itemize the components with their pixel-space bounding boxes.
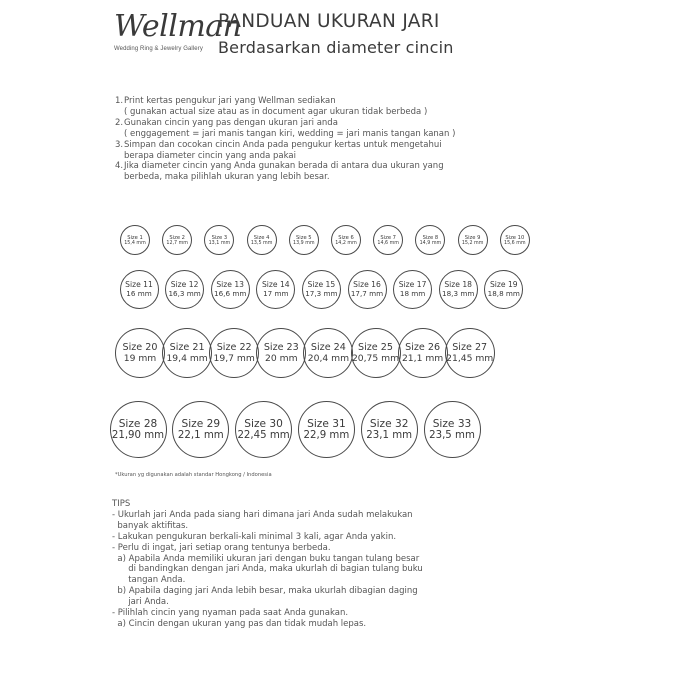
ring-diameter-label: 13,9 mm <box>293 240 315 246</box>
ring-size-label: Size 17 <box>398 280 427 289</box>
ring-diameter-label: 13,1 mm <box>208 240 231 246</box>
instruction-line: Print kertas pengukur jari yang Wellman sediakan <box>124 96 336 106</box>
ring-size-circle <box>235 401 292 458</box>
logo-script: Wellman <box>114 9 242 44</box>
tips-line: di bandingkan dengan jari Anda, maka ukurlah di bagian tulang buku <box>112 564 423 575</box>
ring-size-label: Size 1 <box>127 234 143 241</box>
page-title: PANDUAN UKURAN JARI <box>218 11 440 32</box>
ring-diameter-label: 16,6 mm <box>214 289 247 298</box>
ring-size-circle <box>303 328 353 378</box>
ring-diameter-label: 12,7 mm <box>166 240 188 246</box>
ring-size-label: Size 26 <box>405 342 441 353</box>
ring-size-circle <box>458 225 488 255</box>
ring-size-label: Size 3 <box>211 234 228 241</box>
tips-line: - Lakukan pengukuran berkali-kali minimal 3 kali, agar Anda yakin. <box>112 531 397 542</box>
ring-size-label: Size 24 <box>310 342 346 353</box>
ring-size-circle <box>351 328 401 378</box>
tips-line: - Pilihlah cincin yang nyaman pada saat Anda gunakan. <box>112 608 349 619</box>
ring-size-label: Size 7 <box>380 234 396 241</box>
ring-diameter-label: 23,1 mm <box>366 429 413 441</box>
instruction-text <box>124 118 495 140</box>
ring-diameter-label: 20,4 mm <box>307 353 350 364</box>
ring-size-label: Size 29 <box>181 417 221 430</box>
ring-size-circle <box>211 270 250 309</box>
ring-diameter-label: 20 mm <box>265 353 298 364</box>
instruction-number: 3. <box>115 139 124 150</box>
ring-size-circle <box>439 270 478 309</box>
ring-diameter-label: 20,75 mm <box>351 353 400 364</box>
instruction-item <box>115 96 495 118</box>
instruction-line: Jika diameter cincin yang Anda gunakan berada di antara dua ukuran yang <box>124 161 444 172</box>
ring-diameter-label: 18 mm <box>399 289 426 298</box>
ring-size-label: Size 11 <box>125 280 153 289</box>
ring-size-circle <box>445 328 495 378</box>
ring-size-circle <box>373 225 403 255</box>
ring-size-label: Size 28 <box>118 417 158 430</box>
ring-diameter-label: 21,1 mm <box>401 353 444 364</box>
tips-section <box>112 499 472 630</box>
ring-diameter-label: 16,3 mm <box>168 289 201 298</box>
ring-diameter-label: 17,3 mm <box>305 289 338 298</box>
ring-diameter-label: 17 mm <box>263 289 289 298</box>
ring-size-label: Size 10 <box>505 234 525 241</box>
ring-size-circle <box>162 328 212 378</box>
ring-diameter-label: 21,45 mm <box>446 353 494 364</box>
instruction-text <box>124 161 495 183</box>
ring-size-label: Size 16 <box>353 280 381 289</box>
ring-size-circle <box>361 401 418 458</box>
ring-size-label: Size 18 <box>444 280 473 289</box>
instruction-line: Simpan dan cocokan cincin Anda pada pengukur kertas untuk mengetahui <box>124 139 442 150</box>
tips-line: a) Cincin dengan ukuran yang pas dan tidak mudah lepas. <box>112 618 367 629</box>
ring-size-circle <box>115 328 165 378</box>
tips-line: jari Anda. <box>112 597 169 608</box>
ring-size-label: Size 19 <box>489 280 518 289</box>
ring-diameter-label: 14,6 mm <box>377 240 399 246</box>
ring-size-circle <box>172 401 229 458</box>
instruction-number: 2. <box>115 117 124 128</box>
ring-diameter-label: 15,4 mm <box>124 240 146 246</box>
ring-size-circle <box>424 401 481 458</box>
ring-size-label: Size 5 <box>295 234 312 241</box>
ring-size-label: Size 4 <box>253 234 270 241</box>
ring-diameter-label: 22,9 mm <box>303 429 350 441</box>
ring-size-label: Size 23 <box>263 342 299 353</box>
ring-diameter-label: 23,5 mm <box>429 429 475 441</box>
footnote: *Ukuran yg digunakan adalah standar Hongkong / Indonesia <box>115 472 272 478</box>
ring-diameter-label: 18,3 mm <box>442 289 475 298</box>
ring-size-circle <box>331 225 361 255</box>
ring-size-circle <box>289 225 319 255</box>
tips-line: b) Apabila daging jari Anda lebih besar, maka ukurlah dibagian daging <box>112 586 418 597</box>
logo-subtitle: Wedding Ring & Jewelry Gallery <box>114 46 203 52</box>
ring-size-circle <box>110 401 167 458</box>
ring-diameter-label: 15,2 mm <box>461 240 484 246</box>
ring-size-circle <box>209 328 259 378</box>
ring-size-label: Size 6 <box>338 234 354 241</box>
ring-size-circle <box>162 225 192 255</box>
ring-size-circle <box>393 270 432 309</box>
ring-size-circle <box>247 225 277 255</box>
ring-size-circle <box>120 270 159 309</box>
tips-line: a) Apabila Anda memiliki ukuran jari dengan buku tangan tulang besar <box>112 553 420 564</box>
ring-diameter-label: 22,45 mm <box>237 429 290 441</box>
ring-size-circle <box>256 270 295 309</box>
ring-size-circle <box>302 270 341 309</box>
ring-size-circle <box>348 270 387 309</box>
ring-size-label: Size 25 <box>358 342 393 353</box>
ring-size-circle <box>120 225 150 255</box>
ring-size-label: Size 2 <box>169 234 185 241</box>
ring-size-circle <box>165 270 204 309</box>
ring-diameter-label: 19,7 mm <box>213 353 255 364</box>
instruction-item <box>115 140 495 162</box>
ring-size-circle <box>500 225 530 255</box>
ring-size-circle <box>298 401 355 458</box>
ring-size-label: Size 33 <box>432 417 472 430</box>
ring-size-label: Size 27 <box>452 342 488 353</box>
instruction-text <box>124 140 495 162</box>
tips-line: - Ukurlah jari Anda pada siang hari dimana jari Anda sudah melakukan <box>112 509 413 520</box>
instruction-item <box>115 118 495 140</box>
ring-size-label: Size 32 <box>369 417 409 430</box>
instruction-number: 1. <box>115 96 124 106</box>
instruction-line: ( enggagement = jari manis tangan kiri, wedding = jari manis tangan kanan ) <box>124 128 456 139</box>
page-subtitle: Berdasarkan diameter cincin <box>218 38 454 57</box>
ring-diameter-label: 16 mm <box>126 289 152 298</box>
ring-diameter-label: 18,8 mm <box>487 289 520 298</box>
ring-diameter-label: 22,1 mm <box>177 429 224 441</box>
ring-diameter-label: 14,2 mm <box>335 240 357 246</box>
ring-size-label: Size 20 <box>122 342 158 353</box>
ring-diameter-label: 13,5 mm <box>250 240 273 246</box>
ring-size-circle <box>256 328 306 378</box>
ring-diameter-label: 19,4 mm <box>166 353 208 364</box>
ring-diameter-label: 17,7 mm <box>350 289 384 298</box>
instruction-line: ( gunakan actual size atau as in document agar ukuran tidak berbeda ) <box>124 106 428 117</box>
ring-size-label: Size 8 <box>422 234 439 241</box>
ring-size-label: Size 9 <box>464 234 481 241</box>
ring-size-label: Size 13 <box>216 280 245 289</box>
instruction-line: Gunakan cincin yang pas dengan ukuran jari anda <box>124 117 338 128</box>
tips-line: tangan Anda. <box>112 575 186 586</box>
tips-line: TIPS <box>112 499 131 509</box>
instruction-number: 4. <box>115 161 124 172</box>
ring-diameter-label: 21,90 mm <box>111 429 165 441</box>
ring-size-circle <box>398 328 448 378</box>
ring-size-label: Size 15 <box>307 280 336 289</box>
tips-line: - Perlu di ingat, jari setiap orang tentunya berbeda. <box>112 542 331 553</box>
instruction-line: berapa diameter cincin yang anda pakai <box>124 150 296 161</box>
ring-diameter-label: 15,6 mm <box>504 240 526 246</box>
instructions-list <box>115 96 495 183</box>
ring-size-circle <box>415 225 445 255</box>
ring-size-label: Size 22 <box>216 342 252 353</box>
instruction-item <box>115 161 495 183</box>
ring-diameter-label: 14,9 mm <box>419 240 442 246</box>
tips-line: banyak aktifitas. <box>112 520 189 531</box>
ring-size-label: Size 30 <box>244 417 283 430</box>
ring-diameter-label: 19 mm <box>123 353 157 364</box>
ring-size-circle <box>484 270 523 309</box>
ring-size-label: Size 12 <box>170 280 199 289</box>
instruction-line: berbeda, maka pilihlah ukuran yang lebih besar. <box>124 172 330 183</box>
ring-size-label: Size 14 <box>261 280 290 289</box>
ring-size-circle <box>204 225 234 255</box>
ring-size-label: Size 21 <box>169 342 205 353</box>
ring-size-label: Size 31 <box>307 417 346 430</box>
instruction-text <box>124 96 495 118</box>
